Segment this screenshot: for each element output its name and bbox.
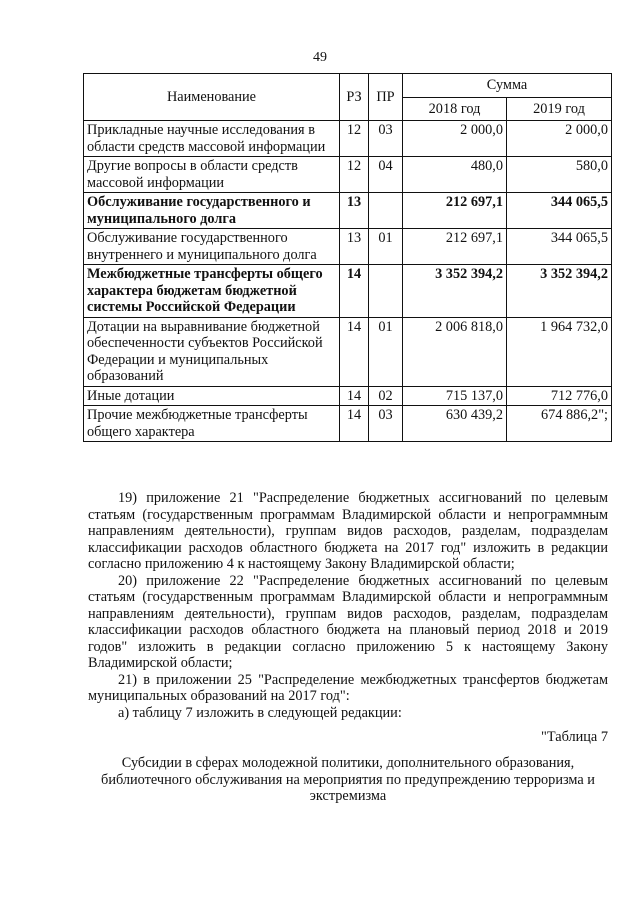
- row-value-2018: 715 137,0: [403, 386, 507, 406]
- table-row: [84, 317, 612, 386]
- header-name: Наименование: [84, 74, 340, 121]
- header-sum: Сумма: [403, 74, 612, 98]
- table-row: [84, 193, 612, 229]
- row-name: Обслуживание государственного внутреннего и муниципального долга: [84, 229, 340, 265]
- row-pr: 04: [369, 157, 403, 193]
- row-value-2019: 3 352 394,2: [507, 265, 612, 318]
- row-value-2019: 674 886,2";: [507, 406, 612, 442]
- row-value-2018: 212 697,1: [403, 193, 507, 229]
- row-rz: 13: [340, 193, 369, 229]
- row-pr: 02: [369, 386, 403, 406]
- paragraph-a: а) таблицу 7 изложить в следующей редакции:: [118, 704, 402, 721]
- paragraph-21: 21) в приложении 25 "Распределение межбюджетных трансфертов бюджетам муниципальных образований на 2017 год":: [88, 671, 608, 704]
- table-7-title: Субсидии в сферах молодежной политики, дополнительного образования, библиотечного обслуживания на мероприятия по предупреждению терроризма и экстремизма: [101, 755, 595, 804]
- table-row: [84, 406, 612, 442]
- row-rz: 14: [340, 317, 369, 386]
- row-pr: 01: [369, 229, 403, 265]
- row-name: Прикладные научные исследования в области средств массовой информации: [84, 121, 340, 157]
- row-rz: 14: [340, 406, 369, 442]
- header-rz: РЗ: [340, 74, 369, 121]
- row-rz: 12: [340, 157, 369, 193]
- row-value-2019: 2 000,0: [507, 121, 612, 157]
- row-pr: 03: [369, 406, 403, 442]
- row-rz: 13: [340, 229, 369, 265]
- header-pr: ПР: [369, 74, 403, 121]
- header-year-2019: 2019 год: [507, 97, 612, 121]
- row-value-2018: 2 000,0: [403, 121, 507, 157]
- budget-table: [83, 73, 612, 442]
- table-row: [84, 386, 612, 406]
- row-value-2018: 2 006 818,0: [403, 317, 507, 386]
- row-rz: 14: [340, 386, 369, 406]
- table-row: [84, 229, 612, 265]
- row-name: Межбюджетные трансферты общего характера бюджетам бюджетной системы Российской Федерации: [84, 265, 340, 318]
- row-rz: 14: [340, 265, 369, 318]
- row-name: Обслуживание государственного и муниципального долга: [84, 193, 340, 229]
- paragraph-20: 20) приложение 22 "Распределение бюджетных ассигнований по целевым статьям (государственным программам Владимирской области и непрограммным направлениям деятельности), группам видов расходов, разделам, подразделам классификации расходов областного бюджета на плановый период 2018 и 2019 годов" изложить в редакции согласно приложению 5 к настоящему Закону Владимирской области;: [88, 572, 608, 671]
- row-pr: [369, 193, 403, 229]
- row-name: Другие вопросы в области средств массовой информации: [84, 157, 340, 193]
- row-value-2019: 580,0: [507, 157, 612, 193]
- paragraph-19: 19) приложение 21 "Распределение бюджетных ассигнований по целевым статьям (государственным программам Владимирской области и непрограммным направлениям деятельности), группам видов расходов, разделам, подразделам классификации расходов областного бюджета на 2017 год" изложить в редакции согласно приложению 4 к настоящему Закону Владимирской области;: [88, 490, 608, 572]
- table-label: "Таблица 7: [541, 729, 608, 745]
- row-name: Дотации на выравнивание бюджетной обеспеченности субъектов Российской Федерации и муниципальных образований: [84, 317, 340, 386]
- row-value-2019: 344 065,5: [507, 229, 612, 265]
- row-value-2018: 212 697,1: [403, 229, 507, 265]
- table-row: [84, 121, 612, 157]
- table-body: [84, 121, 612, 442]
- row-pr: 01: [369, 317, 403, 386]
- row-value-2019: 1 964 732,0: [507, 317, 612, 386]
- table-header-row: [84, 74, 612, 98]
- row-name: Прочие межбюджетные трансферты общего характера: [84, 406, 340, 442]
- page-number: 49: [313, 50, 327, 65]
- row-name: Иные дотации: [84, 386, 340, 406]
- table-row: [84, 265, 612, 318]
- row-pr: [369, 265, 403, 318]
- row-value-2018: 3 352 394,2: [403, 265, 507, 318]
- row-value-2019: 344 065,5: [507, 193, 612, 229]
- row-value-2018: 630 439,2: [403, 406, 507, 442]
- header-year-2018: 2018 год: [403, 97, 507, 121]
- table-row: [84, 157, 612, 193]
- row-value-2018: 480,0: [403, 157, 507, 193]
- row-rz: 12: [340, 121, 369, 157]
- row-pr: 03: [369, 121, 403, 157]
- body-text: [88, 490, 608, 746]
- row-value-2019: 712 776,0: [507, 386, 612, 406]
